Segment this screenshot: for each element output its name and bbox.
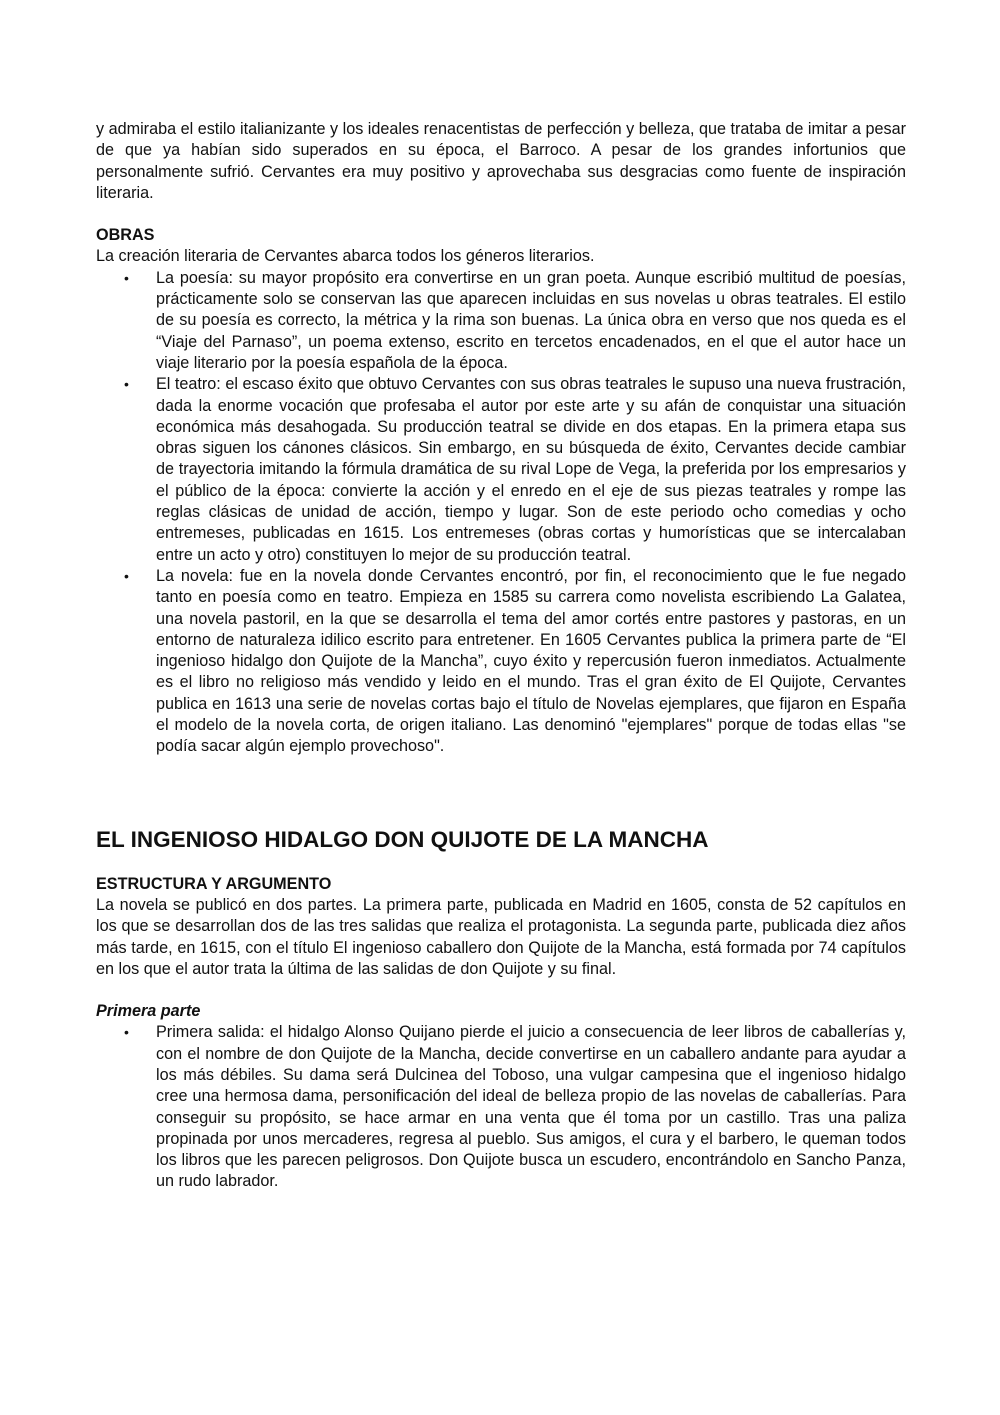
obras-list (96, 268, 906, 758)
part-one-heading: Primera parte (96, 1002, 201, 1021)
bullet-icon: • (124, 269, 129, 286)
list-item (96, 566, 906, 758)
list-item-text: La poesía: su mayor propósito era convertirse en un gran poeta. Aunque escribió multitud de poesías, prácticamente solo se conservan las que aparecen incluidas en sus novelas u obras teatrales. El estilo de su poesía es correcto, la métrica y la rima son buenas. La única obra en verso que nos queda es el “Viaje del Parnaso”, un poema extenso, escrito en tercetos encadenados, en el que el autor hace un viaje literario por la poesía española de la época. (156, 268, 906, 372)
structure-heading: ESTRUCTURA Y ARGUMENTO (96, 874, 332, 893)
list-item (96, 1022, 906, 1192)
list-item-text: Primera salida: el hidalgo Alonso Quijano pierde el juicio a consecuencia de leer libros de caballerías y, con el nombre de don Quijote de la Mancha, decide convertirse en un caballero andante para ayudar a los más débiles. Su dama será Dulcinea del Toboso, una vulgar campesina que el ingenioso hidalgo cree una hermosa dama, personificación del ideal de belleza propio de las novelas de caballerías. Para conseguir su propósito, se hace armar en una venta que él toma por un castillo. Tras una paliza propinada por unos mercaderes, regresa al pueblo. Sus amigos, el cura y el barbero, le queman todos los libros que les parecen peligrosos. Don Quijote busca un escudero, encontrándolo en Sancho Panza, un rudo labrador. (156, 1023, 906, 1191)
list-item (96, 268, 906, 374)
part-one-list (96, 1022, 906, 1192)
document-page (96, 119, 906, 1193)
bullet-icon: • (124, 376, 129, 393)
bullet-icon: • (124, 1024, 129, 1041)
structure-paragraph: La novela se publicó en dos partes. La primera parte, publicada en Madrid en 1605, consta de 52 capítulos en los que se desarrollan dos de las tres salidas que realiza el protagonista. La segunda parte, publicada diez años más tarde, en 1615, con el título El ingenioso caballero don Quijote de la Mancha, está formada por 74 capítulos en los que el autor trata la última de las salidas de don Quijote y su final. (96, 895, 906, 978)
intro-paragraph: y admiraba el estilo italianizante y los ideales renacentistas de perfección y belleza, que trataba de imitar a pesar de que ya habían sido superados en su época, el Barroco. A pesar de los grandes infortunios que personalmente sufrió. Cervantes era muy positivo y aprovechaba sus desgracias como fuente de inspiración literaria. (96, 120, 906, 202)
spacer (96, 758, 906, 826)
list-item (96, 374, 906, 566)
spacer (96, 204, 906, 225)
list-item-text: El teatro: el escaso éxito que obtuvo Cervantes con sus obras teatrales le supuso una nueva frustración, dada la enorme vocación que profesaba el autor por este arte y su afán de conquistar una situación económica más desahogada. Su producción teatral se divide en dos etapas. En la primera etapa sus obras siguen los cánones clásicos. Sin embargo, en su búsqueda de éxito, Cervantes decide cambiar de trayectoria imitando la fórmula dramática de su rival Lope de Vega, la preferida por los empresarios y el público de la época: convierte la acción y el enredo en el eje de sus piezas teatrales y rompe las reglas clásicas de unidad de acción, tiempo y lugar. Son de este periodo ocho comedias y ocho entremeses, publicadas en 1615. Los entremeses (obras cortas y humorísticas que se intercalaban entre un acto y otro) constituyen lo mejor de su producción teatral. (156, 375, 906, 564)
bullet-icon: • (124, 567, 129, 584)
chapter-title: EL INGENIOSO HIDALGO DON QUIJOTE DE LA MANCHA (96, 826, 709, 852)
obras-heading: OBRAS (96, 226, 155, 245)
spacer (96, 854, 906, 874)
spacer (96, 980, 906, 1001)
obras-intro: La creación literaria de Cervantes abarca todos los géneros literarios. (96, 247, 595, 266)
list-item-text: La novela: fue en la novela donde Cervantes encontró, por fin, el reconocimiento que le fue negado tanto en poesía como en teatro. Empieza en 1585 su carrera como novelista escribiendo La Galatea, una novela pastoril, en la que se desarrolla el tema del amor cortés entre pastores y pastoras, en un entorno de naturaleza idilico escrito para entretener. En 1605 Cervantes publica la primera parte de “El ingenioso hidalgo don Quijote de la Mancha”, cuyo éxito y repercusión fueron inmediatos. Actualmente es el libro no religioso más vendido y leido en el mundo. Tras el gran éxito de El Quijote, Cervantes publica en 1613 una serie de novelas cortas bajo el título de Novelas ejemplares, que fijaron en España el modelo de la novela corta, de origen italiano. Las denominó "ejemplares" porque de todas ellas "se podía sacar algún ejemplo provechoso". (156, 566, 906, 756)
